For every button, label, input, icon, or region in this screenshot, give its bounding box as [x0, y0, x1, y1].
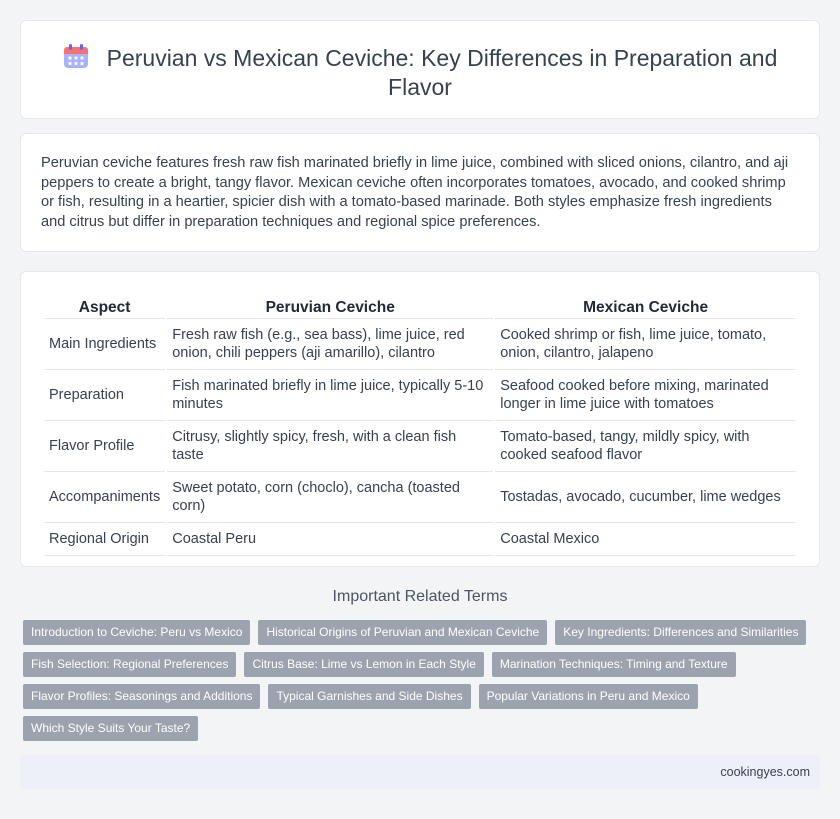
aspect-cell: Flavor Profile: [44, 421, 165, 472]
mexican-cell: Cooked shrimp or fish, lime juice, tomato, onion, cilantro, jalapeno: [495, 319, 796, 370]
calendar-icon: [63, 43, 89, 69]
related-term-link[interactable]: Citrus Base: Lime vs Lemon in Each Style: [244, 652, 483, 677]
aspect-cell: Accompaniments: [44, 472, 165, 523]
table-row: [44, 472, 796, 523]
comparison-table: [42, 297, 798, 556]
summary-text: Peruvian ceviche features fresh raw fish marinated briefly in lime juice, combined with sliced onions, cilantro, and aji peppers to create a bright, tangy flavor. Mexican ceviche often incorporates tomatoes, avocado, and cooked shrimp or fish, resulting in a heartier, spicier dish with a tomato-based marinade. Both styles emphasize fresh ingredients and citrus but differ in preparation techniques and regional spice preferences.: [41, 155, 789, 230]
table-row: [44, 421, 796, 472]
table-row: [44, 370, 796, 421]
peruvian-cell: Sweet potato, corn (choclo), cancha (toasted corn): [167, 472, 493, 523]
related-terms-list: [23, 620, 823, 748]
aspect-cell: Regional Origin: [44, 523, 165, 556]
aspect-cell: Main Ingredients: [44, 319, 165, 370]
related-term-link[interactable]: Historical Origins of Peruvian and Mexican Ceviche: [258, 620, 547, 645]
footer: [20, 755, 820, 789]
related-term-link[interactable]: Fish Selection: Regional Preferences: [23, 652, 236, 677]
peruvian-cell: Fresh raw fish (e.g., sea bass), lime juice, red onion, chili peppers (aji amarillo), cilantro: [167, 319, 493, 370]
page-title: Peruvian vs Mexican Ceviche: Key Differences in Preparation and Flavor: [106, 45, 778, 100]
summary-card: [20, 133, 820, 252]
peruvian-cell: Coastal Peru: [167, 523, 493, 556]
page-title-wrap: [21, 43, 819, 102]
table-row: [44, 523, 796, 556]
peruvian-cell: Fish marinated briefly in lime juice, typically 5-10 minutes: [167, 370, 493, 421]
related-term-link[interactable]: Key Ingredients: Differences and Similarities: [555, 620, 806, 645]
table-card: [20, 271, 820, 567]
mexican-cell: Seafood cooked before mixing, marinated longer in lime juice with tomatoes: [495, 370, 796, 421]
header-peruvian: Peruvian Ceviche: [167, 297, 493, 319]
aspect-cell: Preparation: [44, 370, 165, 421]
mexican-cell: Tostadas, avocado, cucumber, lime wedges: [495, 472, 796, 523]
table-header-row: [44, 297, 796, 319]
related-term-link[interactable]: Introduction to Ceviche: Peru vs Mexico: [23, 620, 250, 645]
footer-site-link[interactable]: cookingyes.com: [720, 765, 810, 779]
related-term-link[interactable]: Which Style Suits Your Taste?: [23, 716, 198, 741]
related-term-link[interactable]: Marination Techniques: Timing and Texture: [492, 652, 736, 677]
table-row: [44, 319, 796, 370]
mexican-cell: Tomato-based, tangy, mildly spicy, with cooked seafood flavor: [495, 421, 796, 472]
header-aspect: Aspect: [44, 297, 165, 319]
related-terms-title: Important Related Terms: [332, 588, 508, 605]
mexican-cell: Coastal Mexico: [495, 523, 796, 556]
header-mexican: Mexican Ceviche: [495, 297, 796, 319]
peruvian-cell: Citrusy, slightly spicy, fresh, with a clean fish taste: [167, 421, 493, 472]
related-term-link[interactable]: Typical Garnishes and Side Dishes: [268, 684, 470, 709]
related-term-link[interactable]: Flavor Profiles: Seasonings and Additions: [23, 684, 260, 709]
related-term-link[interactable]: Popular Variations in Peru and Mexico: [479, 684, 698, 709]
title-card: [20, 20, 820, 119]
